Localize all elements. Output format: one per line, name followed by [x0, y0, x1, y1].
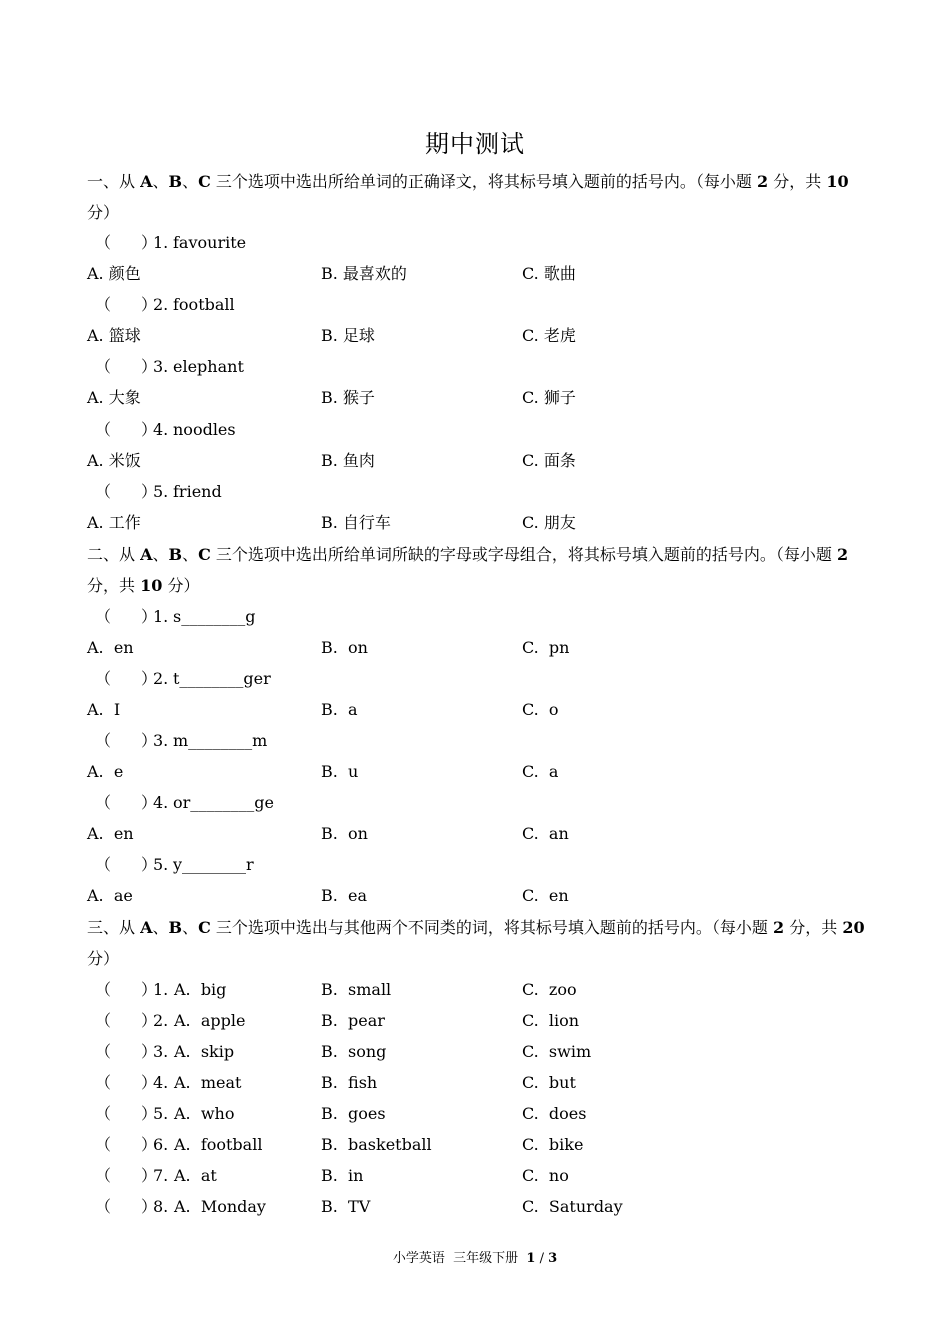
answer-bracket-open[interactable]: （ [95, 1104, 112, 1123]
question-number: 7. [153, 1166, 169, 1185]
question-number: 4. [153, 793, 169, 812]
question-number: 2. [153, 1011, 169, 1030]
question-number: 2. [153, 669, 169, 688]
answer-bracket-close: ） [141, 1073, 158, 1092]
option-a: A. apple [174, 1011, 246, 1030]
options-row [0, 762, 950, 782]
option-c: C. 歌曲 [522, 264, 576, 283]
option-c: C. 朋友 [522, 513, 576, 532]
option-b: B. 猴子 [321, 388, 375, 407]
question-number: 5. [153, 482, 169, 501]
question-row [0, 1104, 950, 1124]
option-a: A. big [174, 980, 227, 999]
page-title: 期中测试 [425, 130, 525, 158]
option-b: B. in [321, 1166, 364, 1185]
heading-text: 一、从 [87, 172, 141, 191]
question-row [0, 980, 950, 1000]
answer-bracket-open[interactable]: （ [95, 420, 112, 439]
heading-bold: A [140, 172, 153, 191]
question-number: 1. [153, 607, 169, 626]
option-b: B. fish [321, 1073, 378, 1092]
answer-bracket-close: ） [141, 855, 158, 874]
option-c: C. zoo [522, 980, 577, 999]
question-stem [95, 669, 271, 689]
option-b: B. 鱼肉 [321, 451, 375, 470]
option-a: A. I [87, 700, 121, 719]
question-stem [95, 793, 274, 813]
option-a: A. 大象 [87, 388, 141, 407]
heading-text: 分，共 [768, 172, 827, 191]
options-row [0, 824, 950, 844]
option-c: C. Saturday [522, 1197, 623, 1216]
question-stem [95, 855, 254, 875]
option-b: B. on [321, 638, 368, 657]
answer-bracket-close: ） [141, 482, 158, 501]
question-number: 1. [153, 980, 169, 999]
question-row [0, 1073, 950, 1093]
question-stem [95, 357, 244, 377]
answer-bracket-open[interactable]: （ [95, 1197, 112, 1216]
option-b: B. u [321, 762, 359, 781]
question-number: 3. [153, 731, 169, 750]
options-row [0, 451, 950, 471]
option-c: C. en [522, 886, 569, 905]
heading-text: 分） [162, 576, 200, 595]
option-c: C. pn [522, 638, 570, 657]
heading-text: 三个选项中选出所给单词的正确译文，将其标号填入题前的括号内。（每小题 [210, 172, 757, 191]
heading-text: 、 [182, 918, 199, 937]
section-3-heading [87, 912, 867, 974]
answer-bracket-open[interactable]: （ [95, 1135, 112, 1154]
footer-text: 小学英语 三年级下册 [392, 1251, 527, 1266]
options-row [0, 264, 950, 284]
heading-bold: B [168, 545, 183, 564]
heading-text: 分） [87, 203, 120, 222]
answer-bracket-close: ） [141, 1135, 158, 1154]
question-word: elephant [173, 357, 244, 376]
heading-bold: B [168, 172, 183, 191]
answer-bracket-open[interactable]: （ [95, 233, 112, 252]
option-a: A. 篮球 [87, 326, 141, 345]
answer-bracket-close: ） [141, 357, 158, 376]
option-a: A. 颜色 [87, 264, 141, 283]
heading-bold: C [198, 918, 211, 937]
answer-bracket-open[interactable]: （ [95, 855, 112, 874]
page-number: 1 [526, 1251, 536, 1266]
question-word: m________m [173, 731, 268, 750]
answer-bracket-open[interactable]: （ [95, 793, 112, 812]
heading-bold: 2 [773, 918, 785, 937]
heading-text: 三个选项中选出与其他两个不同类的词，将其标号填入题前的括号内。（每小题 [210, 918, 773, 937]
options-row [0, 886, 950, 906]
answer-bracket-close: ） [141, 295, 158, 314]
question-stem [95, 420, 236, 440]
option-a: A. 米饭 [87, 451, 141, 470]
options-row [0, 388, 950, 408]
question-row [0, 1042, 950, 1062]
option-b: B. a [321, 700, 358, 719]
answer-bracket-open[interactable]: （ [95, 607, 112, 626]
heading-text: 、 [182, 545, 199, 564]
question-number: 6. [153, 1135, 169, 1154]
question-stem [95, 482, 222, 502]
option-c: C. o [522, 700, 559, 719]
heading-bold: 2 [757, 172, 769, 191]
question-word: t________ger [173, 669, 271, 688]
question-stem [95, 295, 235, 315]
question-word: friend [173, 482, 222, 501]
heading-text: 分，共 [784, 918, 843, 937]
heading-text: 二、从 [87, 545, 141, 564]
heading-bold: 20 [842, 918, 865, 937]
option-b: B. 最喜欢的 [321, 264, 407, 283]
question-number: 3. [153, 357, 169, 376]
option-a: A. e [87, 762, 124, 781]
question-stem [95, 731, 267, 751]
section-1-heading [87, 166, 867, 228]
option-b: B. 足球 [321, 326, 375, 345]
option-b: B. TV [321, 1197, 371, 1216]
section-2-heading [87, 539, 867, 601]
option-b: B. small [321, 980, 392, 999]
heading-bold: 10 [826, 172, 849, 191]
heading-bold: 10 [140, 576, 163, 595]
page-total: 3 [548, 1251, 558, 1266]
option-c: C. a [522, 762, 559, 781]
option-c: C. 面条 [522, 451, 576, 470]
option-a: A. Monday [174, 1197, 266, 1216]
question-number: 4. [153, 420, 169, 439]
question-stem [95, 607, 255, 627]
question-word: football [173, 295, 235, 314]
heading-text: 分，共 [87, 576, 141, 595]
option-a: A. meat [174, 1073, 242, 1092]
answer-bracket-open[interactable]: （ [95, 1042, 112, 1061]
question-stem [95, 233, 246, 253]
option-c: C. but [522, 1073, 576, 1092]
option-a: A. 工作 [87, 513, 141, 532]
answer-bracket-close: ） [141, 731, 158, 750]
question-number: 2. [153, 295, 169, 314]
answer-bracket-close: ） [141, 1042, 158, 1061]
question-word: y________r [173, 855, 254, 874]
page-footer [0, 1247, 950, 1266]
question-word: noodles [173, 420, 236, 439]
options-row [0, 326, 950, 346]
option-b: B. ea [321, 886, 368, 905]
option-c: C. lion [522, 1011, 580, 1030]
answer-bracket-open[interactable]: （ [95, 980, 112, 999]
answer-bracket-open[interactable]: （ [95, 1011, 112, 1030]
option-c: C. an [522, 824, 569, 843]
option-b: B. pear [321, 1011, 385, 1030]
question-number: 1. [153, 233, 169, 252]
question-row [0, 1135, 950, 1155]
option-a: A. at [174, 1166, 217, 1185]
answer-bracket-close: ） [141, 1104, 158, 1123]
option-b: B. on [321, 824, 368, 843]
option-c: C. 老虎 [522, 326, 576, 345]
heading-text: 三、从 [87, 918, 141, 937]
question-word: or________ge [173, 793, 274, 812]
answer-bracket-open[interactable]: （ [95, 1073, 112, 1092]
heading-text: 、 [182, 172, 199, 191]
answer-bracket-open[interactable]: （ [95, 482, 112, 501]
question-number: 4. [153, 1073, 169, 1092]
question-row [0, 1166, 950, 1186]
option-c: C. swim [522, 1042, 592, 1061]
answer-bracket-close: ） [141, 669, 158, 688]
option-c: C. 狮子 [522, 388, 576, 407]
heading-text: 、 [152, 545, 169, 564]
option-a: A. football [174, 1135, 263, 1154]
option-c: C. no [522, 1166, 569, 1185]
option-a: A. en [87, 824, 134, 843]
option-b: B. 自行车 [321, 513, 391, 532]
answer-bracket-close: ） [141, 233, 158, 252]
question-word: s________g [173, 607, 256, 626]
option-b: B. goes [321, 1104, 386, 1123]
heading-bold: C [198, 545, 211, 564]
options-row [0, 638, 950, 658]
option-a: A. en [87, 638, 134, 657]
answer-bracket-open[interactable]: （ [95, 295, 112, 314]
heading-text: 三个选项中选出所给单词所缺的字母或字母组合，将其标号填入题前的括号内。（每小题 [210, 545, 837, 564]
option-a: A. ae [87, 886, 133, 905]
answer-bracket-open[interactable]: （ [95, 357, 112, 376]
question-number: 8. [153, 1197, 169, 1216]
options-row [0, 513, 950, 533]
option-c: C. bike [522, 1135, 584, 1154]
answer-bracket-open[interactable]: （ [95, 1166, 112, 1185]
heading-text: 、 [152, 918, 169, 937]
question-number: 5. [153, 1104, 169, 1123]
heading-text: 、 [152, 172, 169, 191]
option-a: A. skip [174, 1042, 235, 1061]
option-b: B. song [321, 1042, 387, 1061]
answer-bracket-close: ） [141, 1197, 158, 1216]
heading-bold: B [168, 918, 183, 937]
answer-bracket-close: ） [141, 420, 158, 439]
heading-bold: 2 [837, 545, 849, 564]
heading-text: 分） [87, 949, 120, 968]
question-row [0, 1011, 950, 1031]
options-row [0, 700, 950, 720]
option-c: C. does [522, 1104, 587, 1123]
option-a: A. who [174, 1104, 235, 1123]
answer-bracket-open[interactable]: （ [95, 731, 112, 750]
option-b: B. basketball [321, 1135, 432, 1154]
question-row [0, 1197, 950, 1217]
answer-bracket-close: ） [141, 1011, 158, 1030]
heading-bold: C [198, 172, 211, 191]
answer-bracket-close: ） [141, 1166, 158, 1185]
page-separator: / [535, 1251, 549, 1266]
answer-bracket-open[interactable]: （ [95, 669, 112, 688]
question-word: favourite [173, 233, 247, 252]
question-number: 5. [153, 855, 169, 874]
heading-bold: A [140, 918, 153, 937]
answer-bracket-close: ） [141, 793, 158, 812]
answer-bracket-close: ） [141, 607, 158, 626]
answer-bracket-close: ） [141, 980, 158, 999]
question-number: 3. [153, 1042, 169, 1061]
heading-bold: A [140, 545, 153, 564]
